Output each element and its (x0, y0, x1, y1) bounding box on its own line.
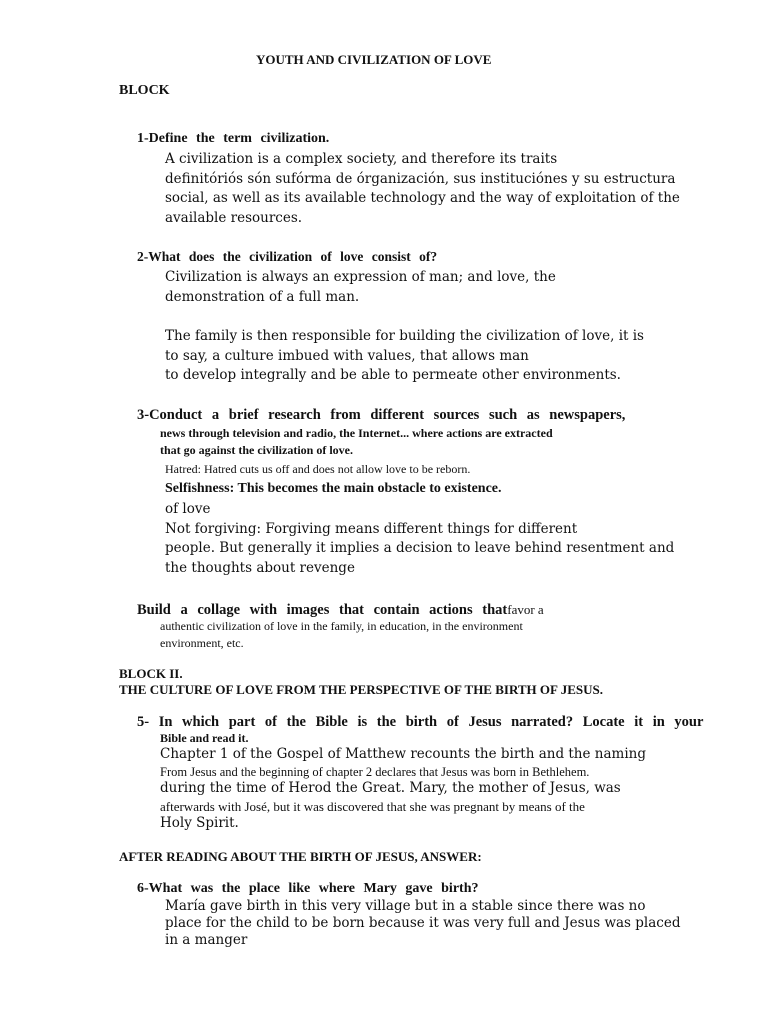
question-5: 5- In which part of the Bible is the birth of Jesus narrated? Locate it in your (137, 714, 704, 730)
question-4-line: environment, etc. (160, 636, 244, 650)
paragraph-line: The family is then responsible for building the civilization of love, it is (165, 328, 644, 344)
answer-3-hatred: Hatred: Hatred cuts us off and does not allow love to be reborn. (165, 462, 471, 476)
answer-3-selfishness: Selfishness: This becomes the main obstacle to existence. (165, 481, 502, 496)
question-1: 1-Define the term civilization. (137, 131, 330, 146)
answer-5-line: during the time of Herod the Great. Mary, the mother of Jesus, was (160, 780, 621, 796)
answer-1-line: A civilization is a complex society, and therefore its traits (165, 151, 558, 167)
question-6: 6-What was the place like where Mary gave birth? (137, 881, 479, 896)
question-3-line: news through television and radio, the Internet... where actions are extracted (160, 426, 553, 440)
question-4-line: authentic civilization of love in the family, in education, in the environment (160, 619, 523, 633)
question-4 (137, 601, 544, 618)
answer-1-line: social, as well as its available technology and the way of exploitation of the (165, 190, 680, 206)
question-4-bold: Build a collage with images that contain actions that (137, 602, 508, 618)
answer-6-line: María gave birth in this very village but in a stable since there was no (165, 898, 646, 914)
answer-5-line: Chapter 1 of the Gospel of Matthew recounts the birth and the naming (160, 746, 646, 762)
question-3: 3-Conduct a brief research from different sources such as newspapers, (137, 407, 626, 423)
answer-2-line: demonstration of a full man. (165, 289, 360, 305)
answer-1-line: available resources. (165, 210, 303, 226)
block-2-subheading: THE CULTURE OF LOVE FROM THE PERSPECTIVE OF THE BIRTH OF JESUS. (119, 682, 604, 697)
block-heading: BLOCK (119, 83, 170, 98)
answer-5-line: Holy Spirit. (160, 815, 239, 831)
answer-3-line: Not forgiving: Forgiving means different things for different (165, 521, 578, 537)
question-3-line: that go against the civilization of love. (160, 443, 353, 457)
answer-6-line: place for the child to be born because it was very full and Jesus was placed (165, 915, 681, 931)
after-reading-heading: AFTER READING ABOUT THE BIRTH OF JESUS, ANSWER: (119, 849, 482, 864)
answer-3-line: of love (165, 501, 211, 517)
paragraph-line: to develop integrally and be able to permeate other environments. (165, 367, 621, 383)
answer-3-line: the thoughts about revenge (165, 560, 355, 576)
question-5-line: Bible and read it. (160, 731, 249, 745)
answer-2-line: Civilization is always an expression of man; and love, the (165, 269, 556, 285)
question-2: 2-What does the civilization of love consist of? (137, 249, 438, 264)
answer-3-line: people. But generally it implies a decision to leave behind resentment and (165, 540, 675, 556)
answer-6-line: in a manger (165, 932, 248, 948)
document-title: YOUTH AND CIVILIZATION OF LOVE (256, 52, 492, 67)
answer-5-line: afterwards with José, but it was discovered that she was pregnant by means of the (160, 799, 585, 814)
question-4-rest: favor a (507, 602, 544, 617)
block-2-heading: BLOCK II. (119, 666, 183, 681)
paragraph-line: to say, a culture imbued with values, that allows man (165, 348, 529, 364)
answer-1-line: definitóriós són sufórma de órganización, sus instituciónes y su estructura (165, 171, 676, 187)
answer-5-line: From Jesus and the beginning of chapter 2 declares that Jesus was born in Bethlehem. (160, 765, 590, 779)
